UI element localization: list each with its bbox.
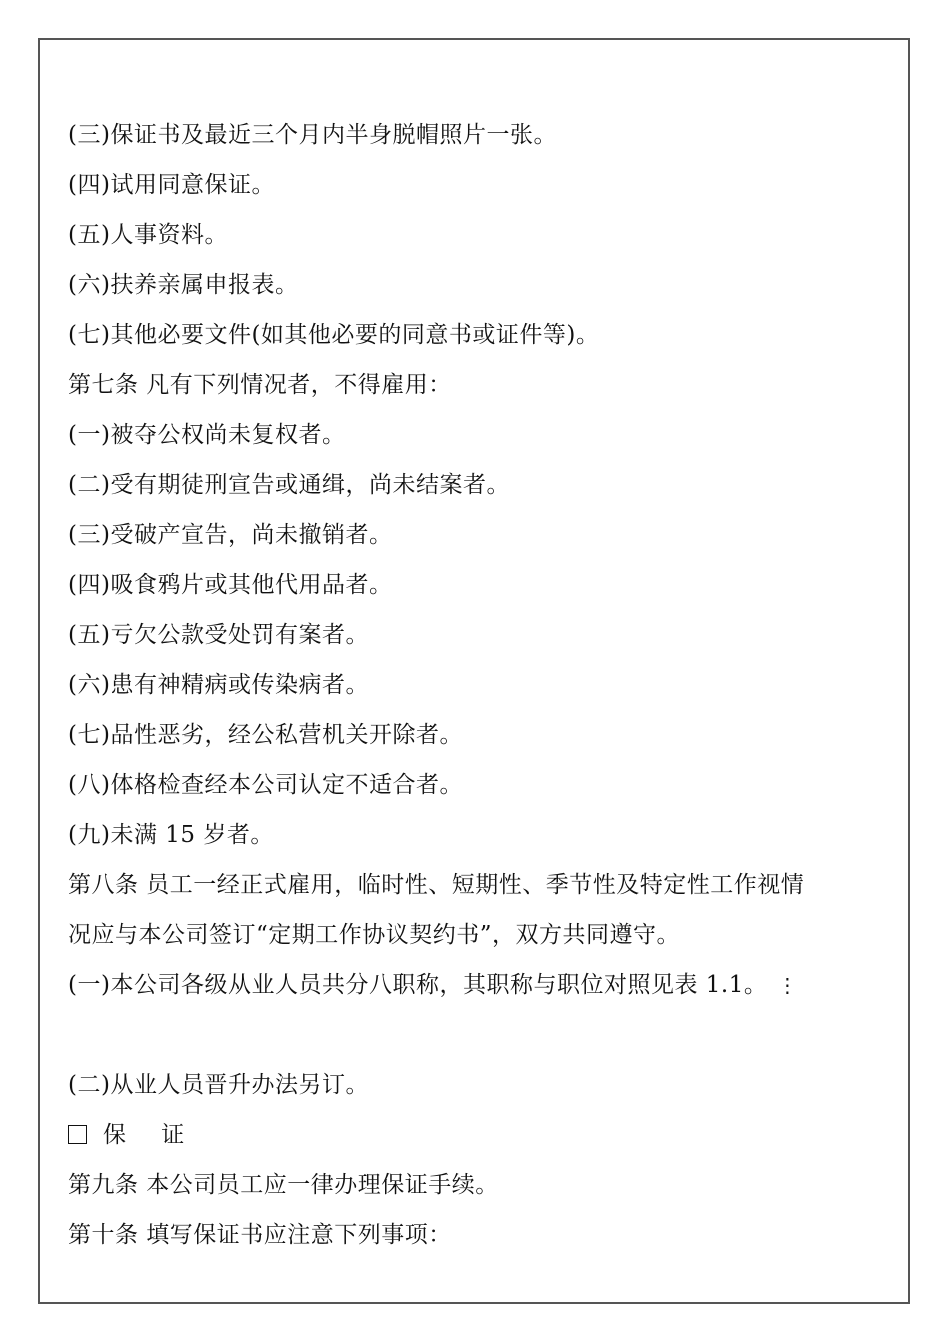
blank-line xyxy=(68,1010,898,1060)
text-line: (一)被夺公权尚未复权者。 xyxy=(68,422,346,448)
text-line-with-ellipsis xyxy=(68,960,898,1010)
document-body xyxy=(68,110,898,1260)
text-line: (四)试用同意保证。 xyxy=(68,172,275,198)
text-line: (九)未满 15 岁者。 xyxy=(68,822,274,848)
text-line: (六)患有神精病或传染病者。 xyxy=(68,672,369,698)
text-line: (三)保证书及最近三个月内半身脱帽照片一张。 xyxy=(68,122,557,148)
text-line: (八)体格检查经本公司认定不适合者。 xyxy=(68,772,463,798)
text-line: (七)品性恶劣，经公私营机关开除者。 xyxy=(68,722,463,748)
text-line: (五)人事资料。 xyxy=(68,222,228,248)
checkbox-icon xyxy=(68,1125,87,1144)
vertical-ellipsis-icon: ⋮ xyxy=(777,973,798,997)
text-line: (四)吸食鸦片或其他代用品者。 xyxy=(68,572,393,598)
text-line: (六)扶养亲属申报表。 xyxy=(68,272,299,298)
text-line: (三)受破产宣告，尚未撤销者。 xyxy=(68,522,393,548)
text-line: (二)从业人员晋升办法另订。 xyxy=(68,1072,369,1098)
article-10: 第十条 填写保证书应注意下列事项： xyxy=(68,1222,452,1248)
article-8-line-1: 第八条 员工一经正式雇用，临时性、短期性、季节性及特定性工作视情 xyxy=(68,872,805,898)
article-9: 第九条 本公司员工应一律办理保证手续。 xyxy=(68,1172,499,1198)
text-line: (五)亏欠公款受处罚有案者。 xyxy=(68,622,369,648)
section-heading-text: 保 证 xyxy=(103,1122,199,1148)
article-7-heading: 第七条 凡有下列情况者，不得雇用： xyxy=(68,372,452,398)
text-line: (一)本公司各级从业人员共分八职称，其职称与职位对照见表 1.1。 xyxy=(68,972,768,998)
text-line: (二)受有期徒刑宣告或通缉，尚未结案者。 xyxy=(68,472,510,498)
section-heading xyxy=(68,1110,898,1160)
article-8-line-2: 况应与本公司签订“定期工作协议契约书”，双方共同遵守。 xyxy=(68,922,681,948)
text-line: (七)其他必要文件(如其他必要的同意书或证件等)。 xyxy=(68,322,600,348)
